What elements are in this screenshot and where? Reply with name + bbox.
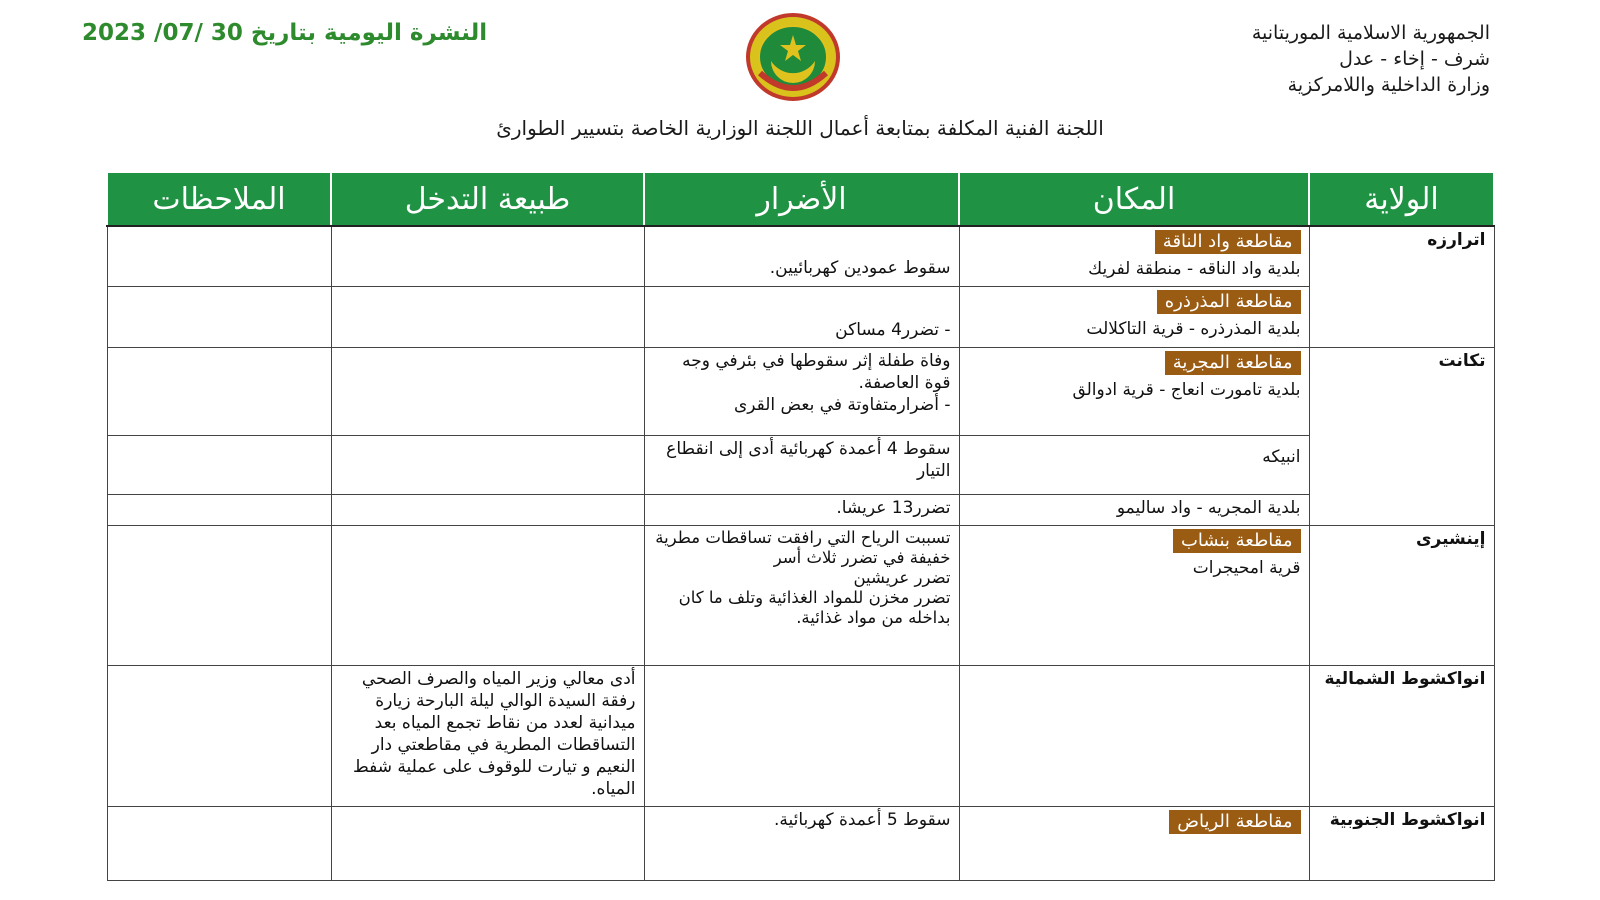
place-text: قرية امحيجرات	[1192, 557, 1301, 578]
bulletin-date: النشرة اليومية بتاريخ 30 /07/ 2023	[82, 20, 488, 46]
notes-cell	[107, 435, 331, 494]
wilaya-cell: اترارزه	[1309, 226, 1494, 347]
place-cell	[959, 494, 1309, 525]
intervention-cell	[331, 286, 644, 347]
intervention-cell	[331, 226, 644, 286]
notes-cell	[107, 286, 331, 347]
intervention-cell	[331, 806, 644, 880]
notes-cell	[107, 494, 331, 525]
place-cell	[959, 226, 1309, 286]
intervention-cell	[331, 494, 644, 525]
ministry-name: وزارة الداخلية واللامركزية	[1287, 74, 1490, 96]
place-text: بلدية واد الناقه - منطقة لفريك	[1088, 259, 1301, 279]
damage-text: سقوط عمودين كهربائيين.	[769, 258, 951, 278]
place-text: بلدية المذرذره - قرية التاكلالت	[1086, 318, 1301, 339]
national-seal-logo	[746, 13, 840, 101]
notes-cell	[107, 525, 331, 665]
damage-text: وفاة طفلة إثر سقوطها في بئرفي وجه قوة العاصفة. - أضرارمتفاوتة في بعض القرى	[682, 350, 951, 415]
place-cell	[959, 286, 1309, 347]
place-text: بلدية المجريه - واد ساليمو	[1116, 497, 1301, 518]
notes-cell	[107, 226, 331, 286]
table-row	[107, 525, 1494, 665]
table-header-row	[107, 172, 1494, 226]
damage-cell	[644, 435, 959, 494]
country-name: الجمهورية الاسلامية الموريتانية	[1251, 22, 1490, 44]
place-text: بلدية تامورت انعاج - قرية ادوالق	[1072, 379, 1301, 400]
table-row	[107, 806, 1494, 880]
table-row	[107, 494, 1494, 525]
moughataa-label: مقاطعة المجرية	[1165, 351, 1301, 375]
place-cell	[959, 435, 1309, 494]
table-row	[107, 347, 1494, 435]
table-row	[107, 286, 1494, 347]
place-text: انبيكه	[1262, 446, 1301, 467]
damage-text: تضرر13 عريشا.	[836, 497, 951, 518]
damage-cell	[644, 494, 959, 525]
intervention-cell	[331, 435, 644, 494]
table-row	[107, 665, 1494, 806]
wilaya-cell: إينشيرى	[1309, 525, 1494, 665]
intervention-cell	[331, 347, 644, 435]
place-cell	[959, 525, 1309, 665]
damage-text: - تضرر4 مساكن	[835, 319, 951, 340]
column-header-damage: الأضرار	[644, 172, 959, 226]
moughataa-label: مقاطعة بنشاب	[1173, 529, 1301, 553]
place-cell	[959, 347, 1309, 435]
damage-cell	[644, 286, 959, 347]
notes-cell	[107, 806, 331, 880]
column-header-notes: الملاحظات	[107, 172, 331, 226]
moughataa-label: مقاطعة واد الناقة	[1155, 230, 1301, 254]
notes-cell	[107, 347, 331, 435]
moughataa-label: مقاطعة المذرذره	[1157, 290, 1301, 314]
damage-cell	[644, 806, 959, 880]
damage-text: تسببت الرياح التي رافقت تساقطات مطرية خفيفة في تضرر ثلاث أسر تضرر عريشين تضرر مخزن للمواد الغذائية وتلف ما كان بداخله من مواد غذائية.	[655, 527, 951, 627]
damage-cell	[644, 665, 959, 806]
damage-cell	[644, 347, 959, 435]
table-row	[107, 435, 1494, 494]
moughataa-label: مقاطعة الرياض	[1169, 810, 1300, 834]
place-cell	[959, 665, 1309, 806]
column-header-intervention: طبيعة التدخل	[331, 172, 644, 226]
table-row	[107, 226, 1494, 286]
place-cell	[959, 806, 1309, 880]
header-right-block	[1252, 20, 1490, 98]
national-motto: شرف - إخاء - عدل	[1339, 48, 1490, 70]
wilaya-cell: انواكشوط الجنوبية	[1309, 806, 1494, 880]
committee-subtitle: اللجنة الفنية المكلفة بمتابعة أعمال اللجنة الوزارية الخاصة بتسيير الطوارئ	[496, 116, 1104, 140]
damage-text: سقوط 4 أعمدة كهربائية أدى إلى انقطاع التيار	[666, 438, 951, 481]
notes-cell	[107, 665, 331, 806]
intervention-cell: أدى معالي وزير المياه والصرف الصحي رفقة السيدة الوالي ليلة البارحة زيارة ميدانية لعدد من نقاط تجمع المياه بعد التساقطات المطرية في مقاطعتي دار النعيم و تيارت للوقوف على عملية شفط المياه.	[331, 665, 644, 806]
damage-cell	[644, 525, 959, 665]
column-header-place: المكان	[959, 172, 1309, 226]
wilaya-cell: تكانت	[1309, 347, 1494, 525]
wilaya-cell: انواكشوط الشمالية	[1309, 665, 1494, 806]
intervention-cell	[331, 525, 644, 665]
damage-text: سقوط 5 أعمدة كهربائية.	[773, 809, 951, 830]
column-header-wilaya: الولاية	[1309, 172, 1494, 226]
damage-cell	[644, 226, 959, 286]
emergency-report-table	[106, 171, 1495, 881]
